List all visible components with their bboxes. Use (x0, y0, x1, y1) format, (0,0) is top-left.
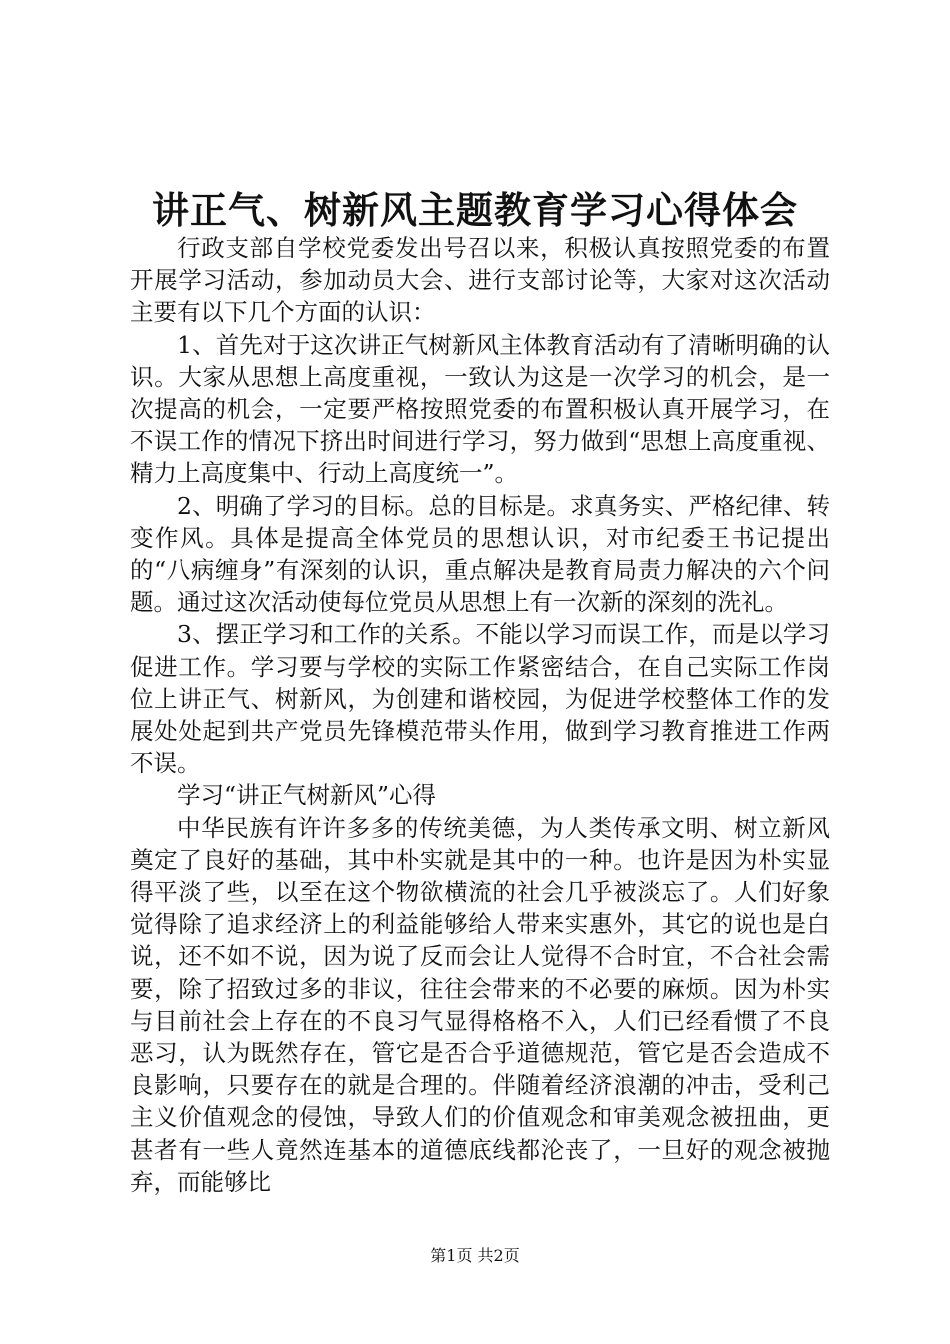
paragraph-point-2: 2、明确了学习的目标。总的目标是。求真务实、严格纪律、转变作风。具体是提高全体党员的思想认识，对市纪委王书记提出的“八病缠身”有深刻的认识，重点解决是教育局责力解决的六个问题。通过这次活动使每位党员从思想上有一次新的深刻的洗礼。 (130, 491, 830, 617)
page-footer: 第1页 共2页 (430, 1246, 520, 1265)
section-heading: 学习“讲正气树新风”心得 (177, 781, 437, 810)
paragraph-point-3: 3、摆正学习和工作的关系。不能以学习而误工作，而是以学习促进工作。学习要与学校的实际工作紧密结合，在自己实际工作岗位上讲正气、树新风，为创建和谐校园，为促进学校整体工作的发展处处起到共产党员先锋模范带头作用，做到学习教育推进工作两不误。 (130, 620, 830, 778)
paragraph-essay: 中华民族有许许多多的传统美德，为人类传承文明、树立新风奠定了良好的基础，其中朴实就是其中的一种。也许是因为朴实显得平淡了些，以至在这个物欲横流的社会几乎被淡忘了。人们好象觉得除了追求经济上的利益能够给人带来实惠外，其它的说也是白说，还不如不说，因为说了反而会让人觉得不合时宜，不合社会需要，除了招致过多的非议，往往会带来的不必要的麻烦。因为朴实与目前社会上存在的不良习气显得格格不入，人们已经看惯了不良恶习，认为既然存在，管它是否合乎道德规范，管它是否会造成不良影响，只要存在的就是合理的。伴随着经济浪潮的冲击，受利己主义价值观念的侵蚀，导致人们的价值观念和审美观念被扭曲，更甚者有一些人竟然连基本的道德底线都沦丧了，一旦好的观念被抛弃，而能够比 (130, 813, 830, 1196)
document-body (130, 232, 830, 1198)
paragraph-intro: 行政支部自学校党委发出号召以来，积极认真按照党委的布置开展学习活动，参加动员大会、进行支部讨论等，大家对这次活动主要有以下几个方面的认识： (130, 234, 830, 327)
paragraph-point-1: 1、首先对于这次讲正气树新风主体教育活动有了清晰明确的认识。大家从思想上高度重视，一致认为这是一次学习的机会，是一次提高的机会，一定要严格按照党委的布置积极认真开展学习，在不误工作的情况下挤出时间进行学习，努力做到“思想上高度重视、精力上高度集中、行动上高度统一”。 (130, 330, 830, 488)
document-title: 讲正气、树新风主题教育学习心得体会 (152, 188, 798, 232)
